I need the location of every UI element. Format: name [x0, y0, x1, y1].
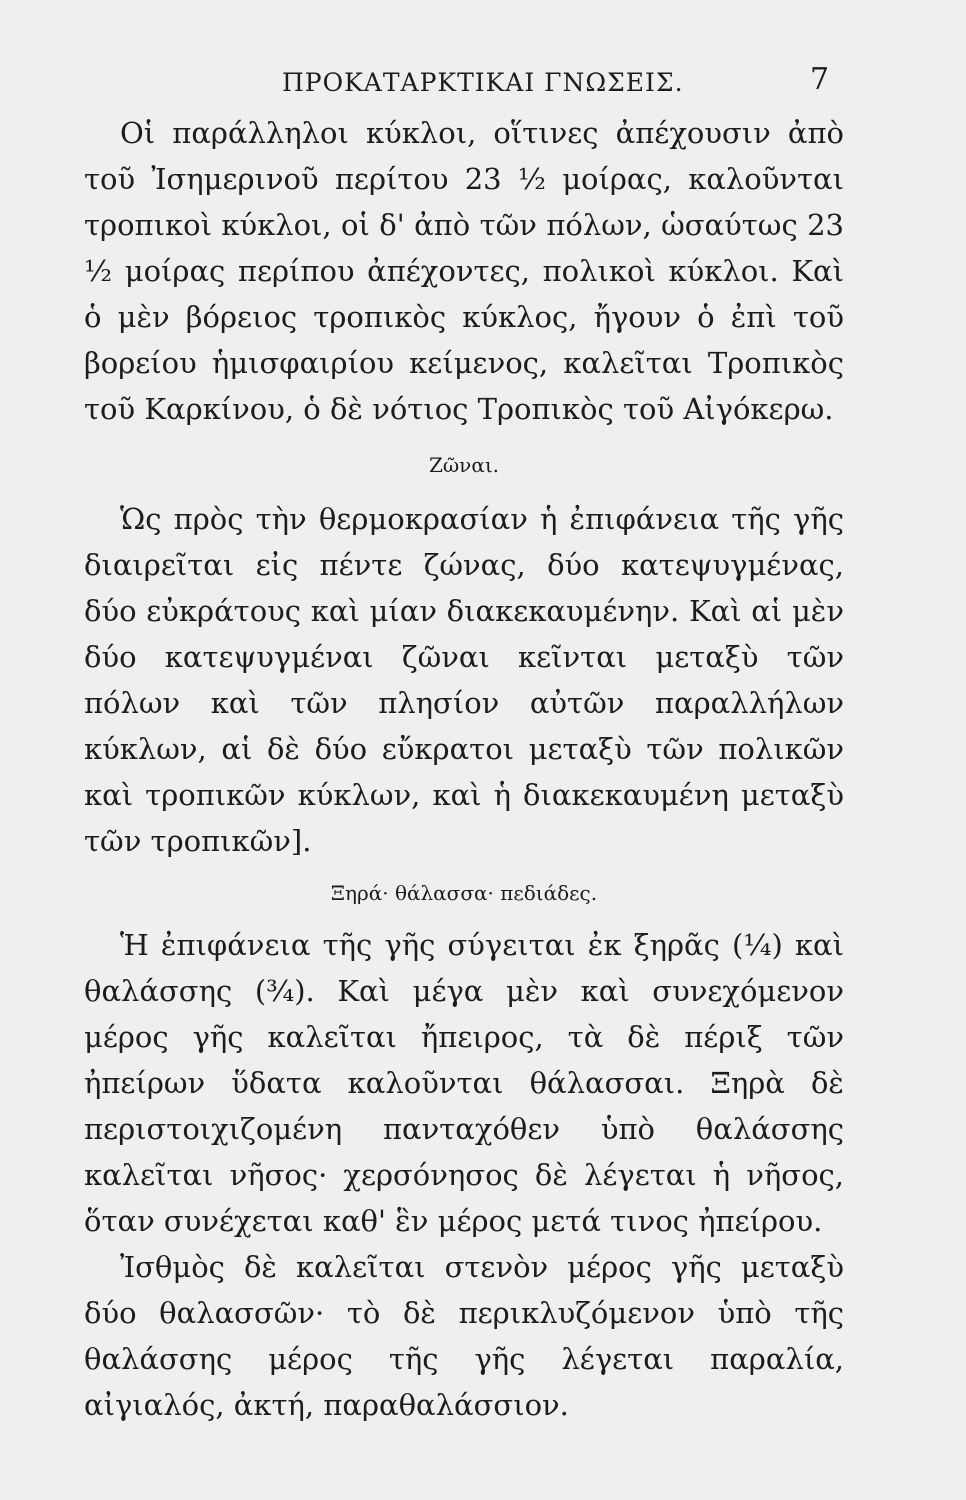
running-title: ΠΡΟΚΑΤΑΡΚΤΙΚΑΙ ΓΝΩΣΕΙΣ. [282, 68, 684, 97]
page-body [84, 110, 844, 1428]
section-heading-land-sea: Ξηρά· θάλασσα· πεδιάδες. [330, 881, 598, 905]
paragraph-land-sea: Ἡ ἐπιφάνεια τῆς γῆς σύγειται ἐκ ξηρᾶς (¼) καὶ θαλάσσης (¾). Καὶ μέγα μὲν καὶ συνεχόμενον μέρος γῆς καλεῖται ἤπειρος, τὰ δὲ πέριξ τῶν ἠπείρων ὕδατα καλοῦνται θάλασσαι. Ξηρὰ δὲ περιστοιχιζομένη πανταχόθεν ὑπὸ θαλάσσης καλεῖται νῆσος· χερσόνησος δὲ λέγεται ἡ νῆσος, ὅταν συνέχεται καθ' ἓν μέρος μετά τινος ἠπείρου. [84, 928, 844, 1238]
paragraph-zones: Ὡς πρὸς τὴν θερμοκρασίαν ἡ ἐπιφάνεια τῆς γῆς διαιρεῖται εἰς πέντε ζώνας, δύο κατεψυγμένας, δύο εὐκράτους καὶ μίαν διακεκαυμένην. Καὶ αἱ μὲν δύο κατεψυγμέναι ζῶναι κεῖνται μεταξὺ τῶν πόλων καὶ τῶν πλησίον αὐτῶν παραλλήλων κύκλων, αἱ δὲ δύο εὔκρατοι μεταξὺ τῶν πολικῶν καὶ τροπικῶν κύκλων, καὶ ἡ διακεκαυμένη μεταξὺ τῶν τροπικῶν]. [84, 502, 844, 858]
page-number: 7 [810, 62, 830, 97]
running-head [0, 62, 966, 102]
paragraph-tropics: Οἱ παράλληλοι κύκλοι, οἵτινες ἀπέχουσιν ἀπὸ τοῦ Ἰσημερινοῦ περίτου 23 ½ μοίρας, καλοῦνται τροπικοὶ κύκλοι, οἱ δ' ἀπὸ τῶν πόλων, ὡσαύτως 23 ½ μοίρας περίπου ἀπέχοντες, πολικοὶ κύκλοι. Καὶ ὁ μὲν βόρειος τροπικὸς κύκλος, ἤγουν ὁ ἐπὶ τοῦ βορείου ἡμισφαιρίου κείμενος, καλεῖται Τροπικὸς τοῦ Καρκίνου, ὁ δὲ νότιος Τροπικὸς τοῦ Αἰγόκερω. [84, 116, 844, 426]
paragraph-isthmus: Ἰσθμὸς δὲ καλεῖται στενὸν μέρος γῆς μεταξὺ δύο θαλασσῶν· τὸ δὲ περικλυζόμενον ὑπὸ τῆς θαλάσσης μέρος τῆς γῆς λέγεται παραλία, αἰγιαλός, ἀκτή, παραθαλάσσιον. [84, 1250, 844, 1422]
section-heading-zones: Ζῶναι. [428, 453, 500, 477]
